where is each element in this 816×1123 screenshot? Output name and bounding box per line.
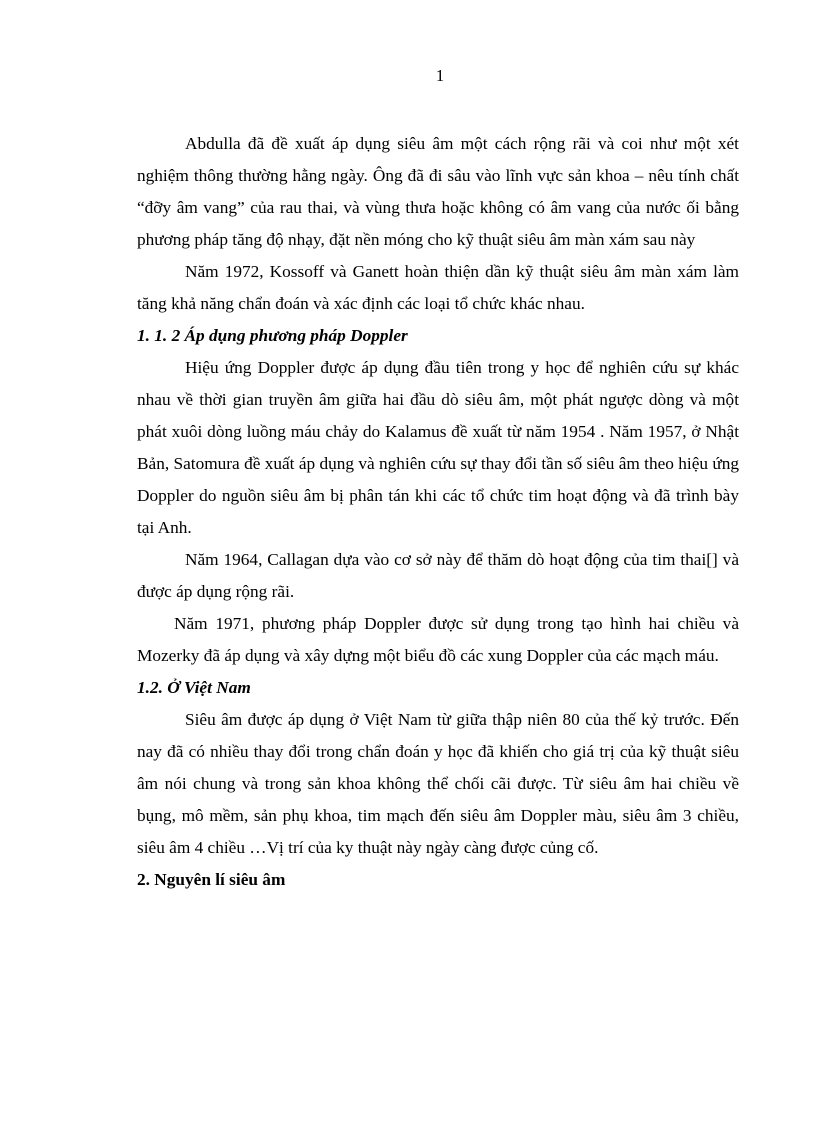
heading-doppler: 1. 1. 2 Áp dụng phương pháp Doppler [137, 326, 408, 345]
document-body [137, 128, 739, 896]
page-number: 1 [435, 66, 445, 85]
paragraph-kossoff: Năm 1972, Kossoff và Ganett hoàn thiện dần kỹ thuật siêu âm màn xám làm tăng khả năng chẩn đoán và xác định các loại tổ chức khác nhau. [137, 262, 739, 313]
paragraph-callagan: Năm 1964, Callagan dựa vào cơ sở này để thăm dò hoạt động của tim thai[] và được áp dụng rộng rãi. [137, 550, 739, 601]
heading-principle: 2. Nguyên lí siêu âm [137, 870, 286, 889]
heading-vietnam: 1.2. Ở Việt Nam [137, 678, 251, 697]
paragraph-abdulla: Abdulla đã đề xuất áp dụng siêu âm một cách rộng rãi và coi như một xét nghiệm thông thường hằng ngày. Ông đã đi sâu vào lĩnh vực sản khoa – nêu tính chất “đỡy âm vang” của rau thai, và vùng thưa hoặc không có âm vang của nước ối bằng phương pháp tăng độ nhạy, đặt nền móng cho kỹ thuật siêu âm màn xám sau này [137, 134, 739, 249]
paragraph-vietnam: Siêu âm được áp dụng ở Việt Nam từ giữa thập niên 80 của thế kỷ trước. Đến nay đã có nhiều thay đổi trong chẩn đoán y học đã khiến cho giá trị của kỹ thuật siêu âm nói chung và trong sản khoa không thể chối cãi được. Từ siêu âm hai chiều về bụng, mô mềm, sản phụ khoa, tim mạch đến siêu âm Doppler màu, siêu âm 3 chiều, siêu âm 4 chiều …Vị trí của ky thuật này ngày càng được củng cố. [137, 710, 739, 857]
paragraph-doppler-effect: Hiệu ứng Doppler được áp dụng đầu tiên trong y học để nghiên cứu sự khác nhau về thời gian truyền âm giữa hai đầu dò siêu âm, một phát ngược dòng và một phát xuôi dòng luồng máu chảy do Kalamus đề xuất từ năm 1954 . Năm 1957, ở Nhật Bản, Satomura đề xuất áp dụng và nghiên cứu sự thay đổi tần số siêu âm theo hiệu ứng Doppler do nguồn siêu âm bị phân tán khi các tổ chức tim hoạt động và đã trình bày tại Anh. [137, 358, 739, 537]
paragraph-mozerky: Năm 1971, phương pháp Doppler được sử dụng trong tạo hình hai chiều và Mozerky đã áp dụng và xây dựng một biểu đồ các xung Doppler của các mạch máu. [137, 614, 739, 665]
